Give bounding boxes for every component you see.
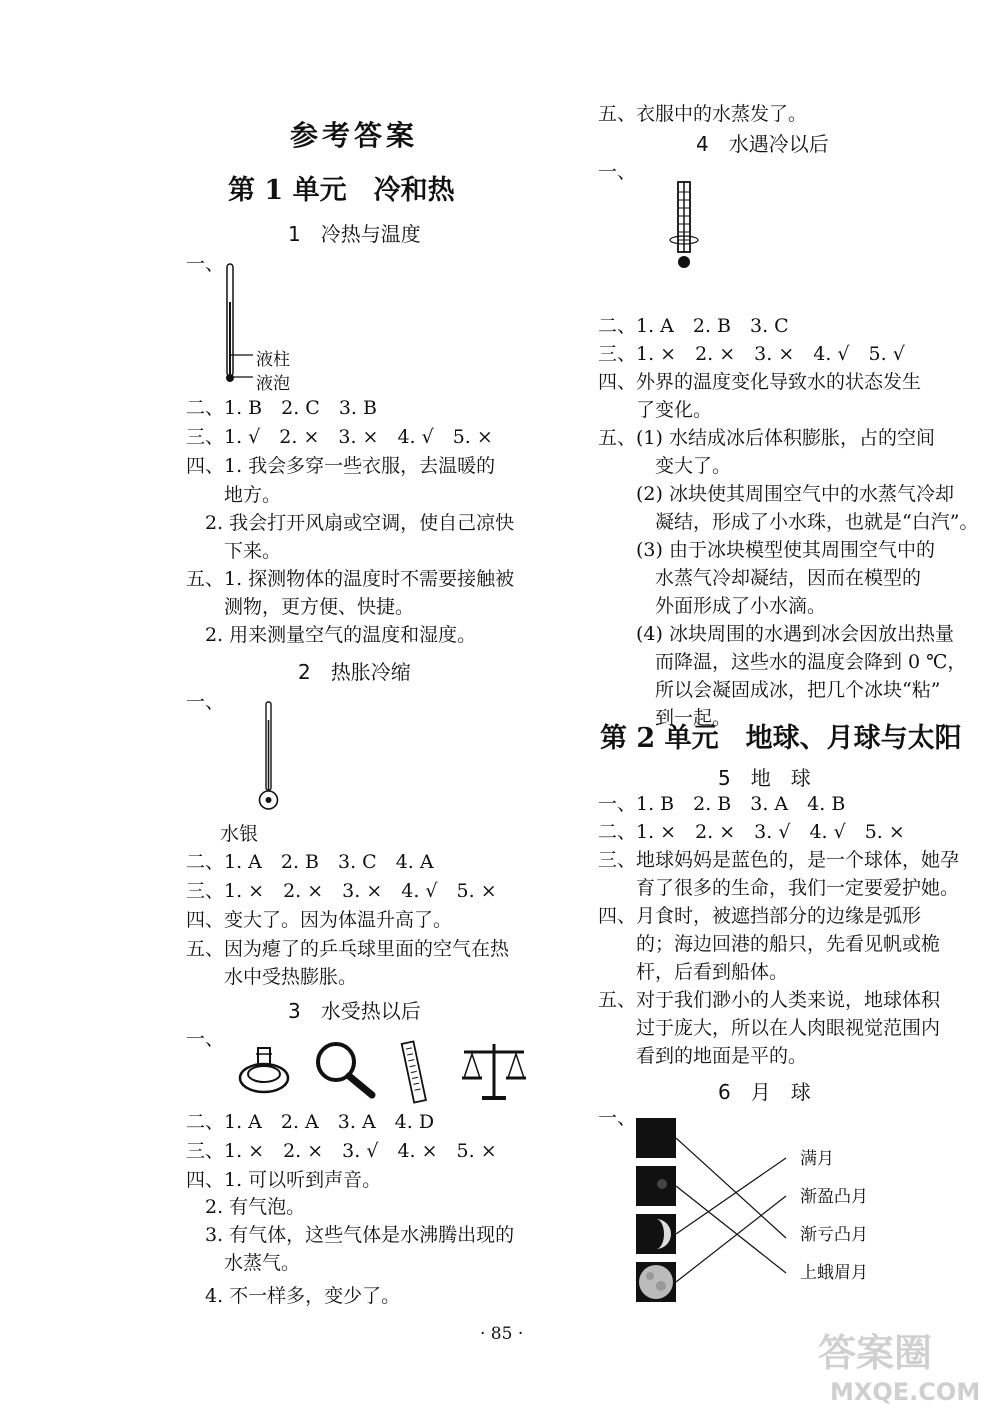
s2-line: 三、1. × 2. × 3. × 4. √ 5. ×	[186, 880, 497, 902]
s5-line: 看到的地面是平的。	[598, 1045, 808, 1067]
s1-line: 五、1. 探测物体的温度时不需要接触被	[186, 568, 515, 590]
s3-cont-line: 五、衣服中的水蒸发了。	[598, 103, 808, 125]
s5-line: 二、1. × 2. × 3. √ 4. √ 5. ×	[598, 821, 905, 843]
s5-line: 一、1. B 2. B 3. A 4. B	[598, 793, 846, 815]
unit2-heading: 第 2 单元 地球、月球与太阳	[600, 723, 962, 754]
s2-q1-label: 一、	[186, 691, 225, 713]
s1-line: 四、1. 我会多穿一些衣服，去温暖的	[186, 455, 496, 477]
s5-line: 的；海边回港的船只，先看见帆或桅	[598, 933, 941, 955]
s4-line: 水蒸气冷却凝结，因而在模型的	[598, 567, 922, 589]
moon-matching-diagram	[636, 1118, 896, 1318]
s1-line: 2. 我会打开风扇或空调，使自己凉快	[186, 512, 515, 534]
s1-line: 下来。	[186, 540, 282, 562]
s1-line: 地方。	[186, 484, 282, 506]
s4-line: (3) 由于冰块模型使其周围空气中的	[598, 539, 935, 561]
thermometer-icon	[396, 1038, 436, 1108]
s4-line: 四、外界的温度变化导致水的状态发生	[598, 371, 922, 393]
balance-scale-icon	[460, 1038, 530, 1108]
s4-line: 三、1. × 2. × 3. × 4. √ 5. √	[598, 343, 905, 365]
moon-photo-crescent	[636, 1166, 676, 1206]
section5-heading: 5 地 球	[718, 766, 811, 790]
s5-line: 五、对于我们渺小的人类来说，地球体积	[598, 989, 941, 1011]
page-title: 参考答案	[290, 119, 419, 152]
s1-q1-label: 一、	[186, 253, 225, 275]
section4-heading: 4 水遇冷以后	[696, 132, 829, 156]
s1-line: 2. 用来测量空气的温度和湿度。	[186, 624, 477, 646]
unit1-heading: 第 1 单元 冷和热	[228, 175, 455, 206]
magnifier-icon	[312, 1040, 382, 1100]
liquid-column-label: 液柱	[256, 350, 290, 370]
s2-line: 水中受热膨胀。	[186, 966, 358, 988]
section6-heading: 6 月 球	[718, 1080, 811, 1104]
watermark-logo: 答案圈	[818, 1331, 933, 1375]
s6-q1-label: 一、	[598, 1107, 637, 1129]
mercury-label: 水银	[220, 823, 259, 845]
s1-line: 三、1. √ 2. × 3. × 4. √ 5. ×	[186, 426, 493, 448]
section1-heading: 1 冷热与温度	[288, 222, 421, 246]
s3-line: 4. 不一样多，变少了。	[186, 1285, 401, 1307]
s2-line: 二、1. A 2. B 3. C 4. A	[186, 851, 434, 873]
s4-line: 外面形成了小水滴。	[598, 595, 827, 617]
s5-line: 四、月食时，被遮挡部分的边缘是弧形	[598, 905, 922, 927]
s2-line: 五、因为瘪了的乒乓球里面的空气在热	[186, 938, 510, 960]
s5-line: 过于庞大，所以在人肉眼视觉范围内	[598, 1017, 941, 1039]
s5-line: 三、地球妈妈是蓝色的，是一个球体，她孕	[598, 849, 960, 871]
s1-line: 测物，更方便、快捷。	[186, 596, 415, 618]
s3-line: 水蒸气。	[186, 1252, 301, 1274]
s1-line: 二、1. B 2. C 3. B	[186, 397, 377, 419]
moon-name-full: 满月	[800, 1149, 834, 1169]
heater-icon	[236, 1040, 296, 1100]
moon-name-waning-gibbous: 渐亏凸月	[800, 1225, 868, 1245]
cold-thermometer-diagram	[664, 178, 704, 278]
s2-line: 四、变大了。因为体温升高了。	[186, 909, 453, 931]
moon-name-waxing-crescent: 上蛾眉月	[800, 1263, 868, 1283]
s4-line: 凝结，形成了小水珠，也就是“白汽”。	[598, 511, 979, 533]
s5-line: 育了很多的生命，我们一定要爱护她。	[598, 877, 960, 899]
s3-line: 三、1. × 2. × 3. √ 4. × 5. ×	[186, 1140, 497, 1162]
watermark-url: MXQE.COM	[830, 1378, 981, 1406]
s3-line: 3. 有气体，这些气体是水沸腾出现的	[186, 1224, 515, 1246]
s4-line: 了变化。	[598, 399, 713, 421]
page-number: · 85 ·	[480, 1324, 524, 1344]
section2-heading: 2 热胀冷缩	[298, 660, 411, 684]
s4-line: 二、1. A 2. B 3. C	[598, 315, 789, 337]
s3-q1-label: 一、	[186, 1028, 225, 1050]
s4-line: (4) 冰块周围的水遇到冰会因放出热量	[598, 623, 954, 645]
mercury-thermometer-diagram	[250, 700, 290, 815]
s4-line: 五、(1) 水结成冰后体积膨胀，占的空间	[598, 427, 935, 449]
s4-line: 到一起。	[598, 707, 732, 729]
s5-line: 杆，后看到船体。	[598, 961, 789, 983]
liquid-bulb-label: 液泡	[256, 374, 290, 394]
section3-heading: 3 水受热以后	[288, 999, 421, 1023]
s4-line: 而降温，这些水的温度会降到 0 ℃，	[598, 651, 967, 673]
moon-name-waxing-gibbous: 渐盈凸月	[800, 1187, 868, 1207]
s4-line: 所以会凝固成冰，把几个冰块“粘”	[598, 679, 941, 701]
moon-photo-new	[636, 1118, 676, 1158]
s4-line: 变大了。	[598, 455, 732, 477]
s4-line: (2) 冰块使其周围空气中的水蒸气冷却	[598, 483, 954, 505]
s4-q1-label: 一、	[598, 161, 637, 183]
s3-line: 四、1. 可以听到声音。	[186, 1169, 382, 1191]
s3-line: 二、1. A 2. A 3. A 4. D	[186, 1111, 435, 1133]
s3-line: 2. 有气泡。	[186, 1196, 306, 1218]
